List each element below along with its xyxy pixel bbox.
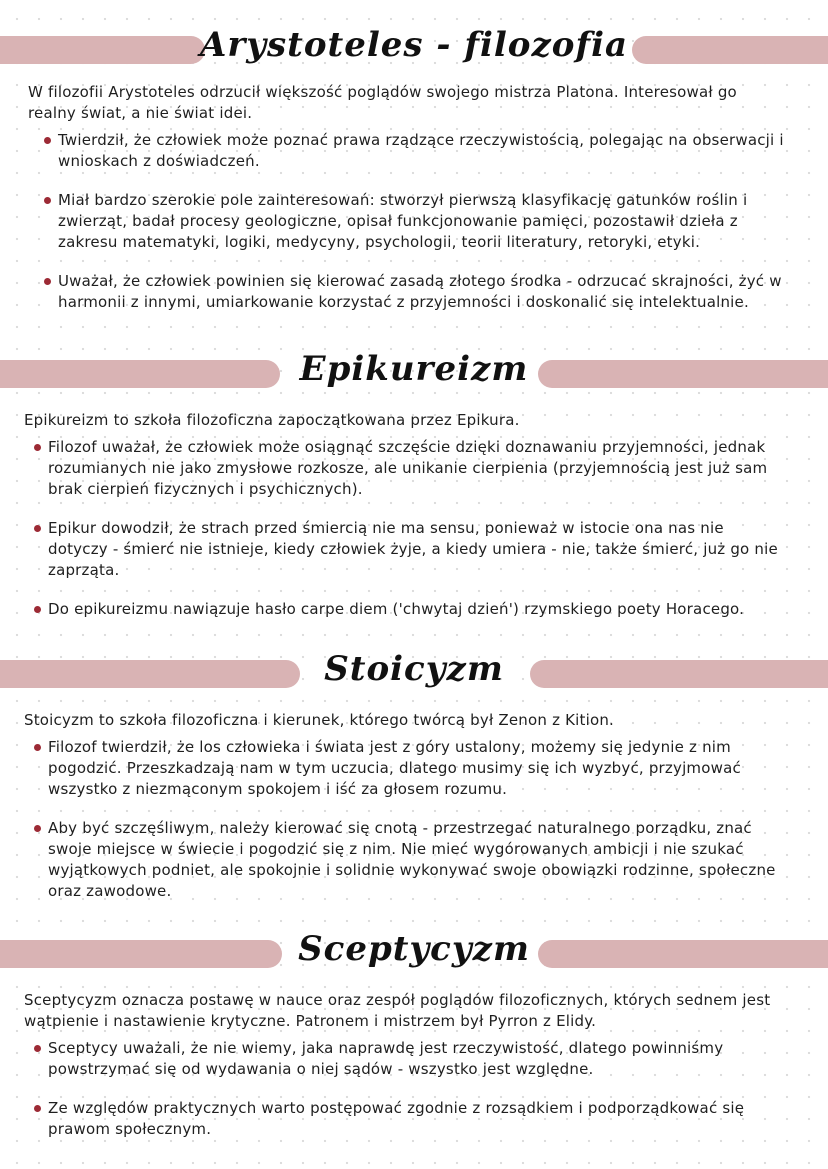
- section-title: Epikureizm: [299, 349, 529, 389]
- point-list: [34, 737, 788, 902]
- section-title: Arystoteles - filozofia: [199, 25, 629, 65]
- list-item: Miał bardzo szerokie pole zainteresowań: stworzył pierwszą klasyfikację gatunków roślin i zwierząt, badał procesy geologiczne, opisał funkcjonowanie pamięci, pozostawił dzieła z zakresu matematyki, logiki, medycyny, psychologii, teorii literatury, retoryki, etyki.: [44, 190, 788, 253]
- section-intro: Sceptycyzm oznacza postawę w nauce oraz zespół poglądów filozoficznych, których sednem jest wątpienie i nastawienie krytyczne. Patronem i mistrzem był Pyrron z Elidy.: [24, 991, 771, 1030]
- point-list: [34, 437, 788, 620]
- list-item: Aby być szczęśliwym, należy kierować się cnotą - przestrzegać naturalnego porządku, znać swoje miejsce w świecie i pogodzić się z nim. Nie mieć wygórowanych ambicji i nie szukać wyjątkowych podniet, ale spokojnie i solidnie wykonywać swoje obowiązki rodzinne, społeczne oraz zawodowe.: [34, 818, 788, 902]
- section-header: [0, 349, 828, 392]
- bullet-icon: [34, 525, 41, 532]
- section-stoicyzm: [0, 649, 828, 920]
- section-header: [0, 25, 828, 68]
- section-title: Sceptycyzm: [298, 929, 530, 969]
- section-epikureizm: [0, 349, 828, 638]
- bullet-icon: [34, 606, 41, 613]
- section-header: [0, 929, 828, 972]
- bullet-icon: [34, 825, 41, 832]
- bullet-icon: [44, 197, 51, 204]
- list-item: Filozof twierdził, że los człowieka i świata jest z góry ustalony, możemy się jedynie z nim pogodzić. Przeszkadzają nam w tym uczucia, dlatego musimy się ich wyzbyć, przyjmować wszystko z niezmąconym spokojem i iść za głosem rozumu.: [34, 737, 788, 800]
- list-item: Epikur dowodził, że strach przed śmiercią nie ma sensu, ponieważ w istocie ona nas nie dotyczy - śmierć nie istnieje, kiedy człowiek żyje, a kiedy umiera - nie, także śmierć, już go nie zaprząta.: [34, 518, 788, 581]
- section-intro: W filozofii Arystoteles odrzucił większość poglądów swojego mistrza Platona. Interesował go realny świat, a nie świat idei.: [28, 83, 737, 122]
- section-header: [0, 649, 828, 692]
- list-item: Twierdził, że człowiek może poznać prawa rządzące rzeczywistością, polegając na obserwacji i wnioskach z doświadczeń.: [44, 130, 788, 172]
- bullet-icon: [34, 1105, 41, 1112]
- section-sceptycyzm: [0, 929, 828, 1158]
- list-item: Uważał, że człowiek powinien się kierować zasadą złotego środka - odrzucać skrajności, żyć w harmonii z innymi, umiarkowanie korzystać z przyjemności i doskonalić się intelektualnie.: [44, 271, 788, 313]
- bullet-icon: [44, 137, 51, 144]
- list-item: Sceptycy uważali, że nie wiemy, jaka naprawdę jest rzeczywistość, dlatego powinniśmy powstrzymać się od wydawania o niej sądów - wszystko jest względne.: [34, 1038, 788, 1080]
- bullet-icon: [44, 278, 51, 285]
- bullet-icon: [34, 444, 41, 451]
- section-intro: Stoicyzm to szkoła filozoficzna i kierunek, którego twórcą był Zenon z Kition.: [24, 711, 615, 729]
- section-title: Stoicyzm: [324, 649, 504, 689]
- bullet-icon: [34, 744, 41, 751]
- list-item: Filozof uważał, że człowiek może osiągnąć szczęście dzięki doznawaniu przyjemności, jednak rozumianych nie jako zmysłowe rozkosze, ale unikanie cierpienia (przyjemnością jest już sam brak cierpień fizycznych i psychicznych).: [34, 437, 788, 500]
- point-list: [34, 1038, 788, 1140]
- section-arystoteles: [0, 25, 828, 331]
- point-list: [44, 130, 788, 313]
- list-item: Do epikureizmu nawiązuje hasło carpe diem ('chwytaj dzień') rzymskiego poety Horacego.: [34, 599, 788, 620]
- bullet-icon: [34, 1045, 41, 1052]
- section-intro: Epikureizm to szkoła filozoficzna zapoczątkowana przez Epikura.: [24, 411, 520, 429]
- list-item: Ze względów praktycznych warto postępować zgodnie z rozsądkiem i podporządkować się prawom społecznym.: [34, 1098, 788, 1140]
